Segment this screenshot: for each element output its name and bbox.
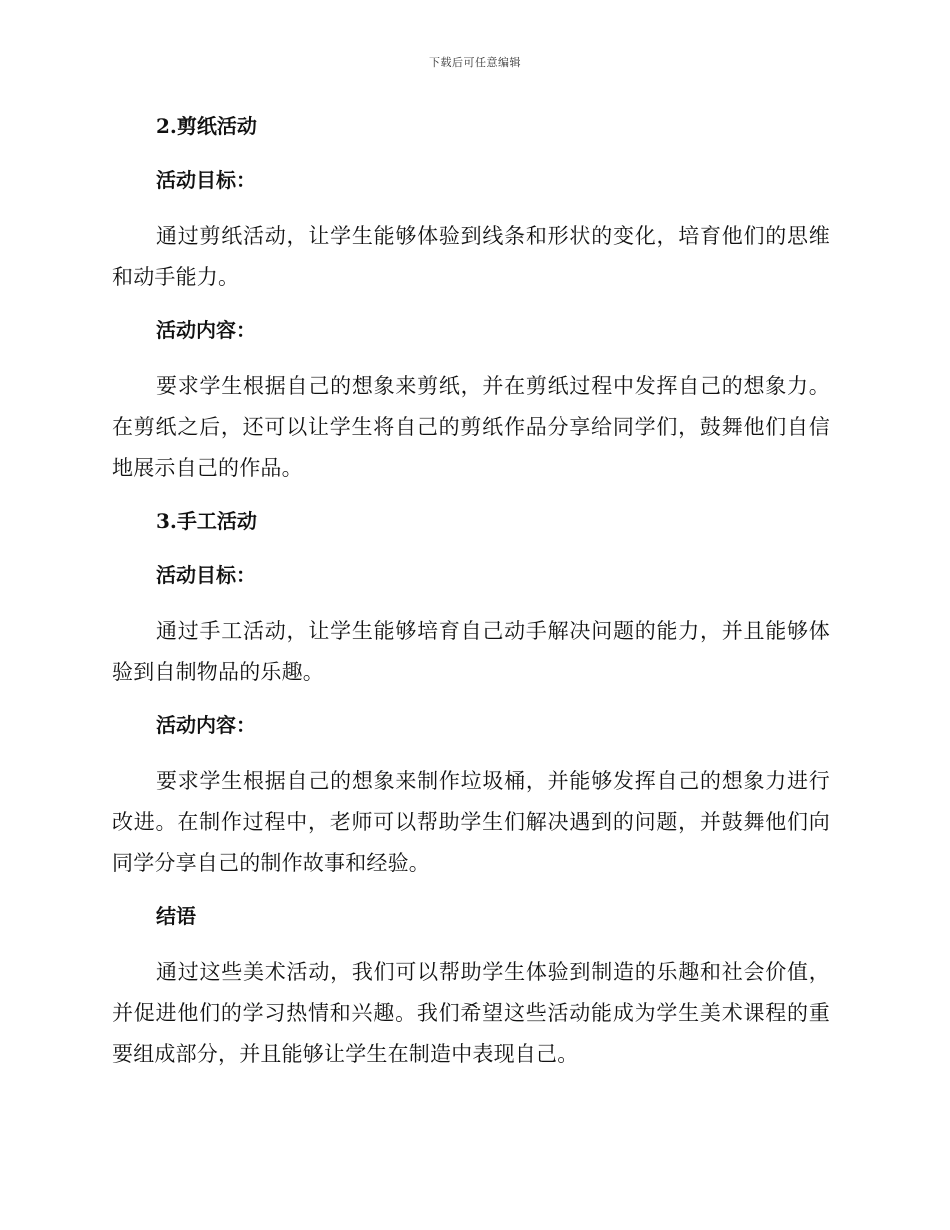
section-3-goal-text: 通过手工活动，让学生能够培育自己动手解决问题的能力，并且能够体验到自制物品的乐趣。 [112,619,830,684]
section-2-content-text: 要求学生根据自己的想象来剪纸，并在剪纸过程中发挥自己的想象力。在剪纸之后，还可以让学生将自己的剪纸作品分享给同学们，鼓舞他们自信地展示自己的作品。 [112,374,830,480]
section-2-title: 2.剪纸活动 [156,114,257,138]
section-3-goal-label: 活动目标： [156,563,256,587]
section-3-content-label: 活动内容： [156,713,256,737]
section-2-goal-label: 活动目标： [156,168,256,192]
section-3-content-text: 要求学生根据自己的想象来制作垃圾桶，并能够发挥自己的想象力进行改进。在制作过程中，老师可以帮助学生们解决遇到的问题，并鼓舞他们向同学分享自己的制作故事和经验。 [112,769,830,875]
section-3-title: 3.手工活动 [156,509,257,533]
conclusion-text: 通过这些美术活动，我们可以帮助学生体验到制造的乐趣和社会价值，并促进他们的学习热情和兴趣。我们希望这些活动能成为学生美术课程的重要组成部分，并且能够让学生在制造中表现自己。 [112,960,830,1066]
page-header: 下载后可任意编辑 [429,56,521,69]
conclusion-title: 结语 [156,904,196,928]
document-body [112,108,830,1089]
section-2-content-label: 活动内容： [156,318,256,342]
section-2-goal-text: 通过剪纸活动，让学生能够体验到线条和形状的变化，培育他们的思维和动手能力。 [112,224,830,289]
